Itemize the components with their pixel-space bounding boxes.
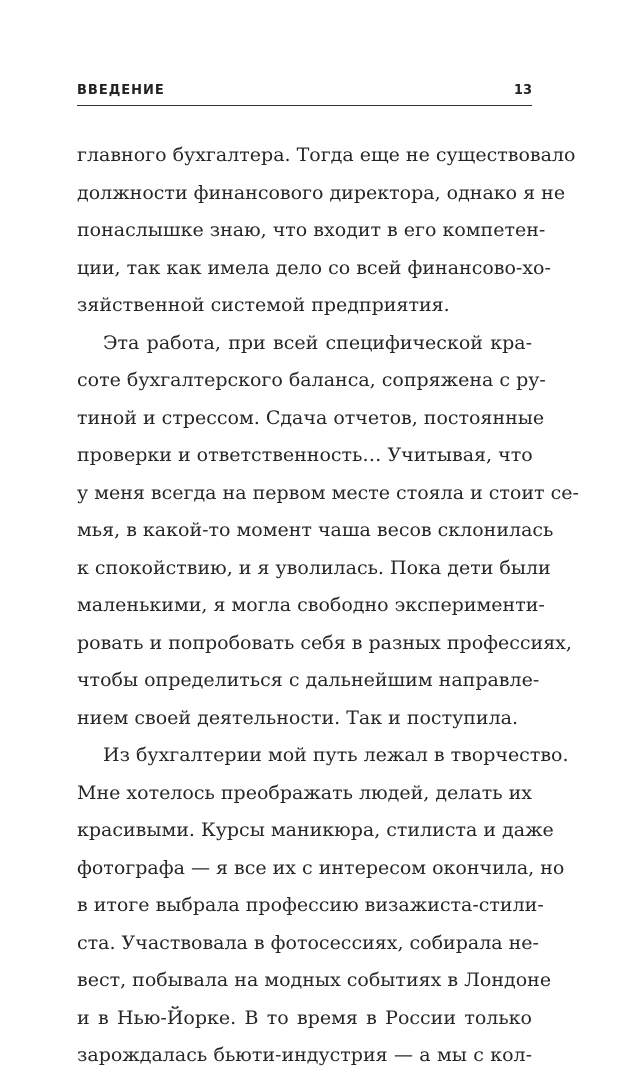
- text-line: и в Нью-Йорке. В то время в России только: [77, 1006, 532, 1029]
- text-line: ции, так как имела дело со всей финансово-хо-: [77, 256, 551, 279]
- page-number: 13: [513, 83, 532, 98]
- body-text: [77, 137, 579, 1075]
- text-line: зяйственной системой предприятия.: [77, 294, 450, 316]
- text-line: тиной и стрессом. Сдача отчетов, постоянные: [77, 406, 545, 429]
- text-line: понаслышке знаю, что входит в его компетен-: [77, 219, 546, 241]
- running-head: [77, 83, 532, 103]
- text-line: к спокойствию, и я уволилась. Пока дети были: [77, 556, 551, 579]
- text-line: проверки и ответственность… Учитывая, что: [77, 444, 533, 466]
- text-line: маленькими, я могла свободно эксперименти-: [77, 594, 545, 616]
- paragraph-first-line: Из бухгалтерии мой путь лежал в творчество.: [103, 744, 569, 766]
- text-line: должности финансового директора, однако я не: [77, 181, 566, 204]
- text-line: чтобы определиться с дальнейшим направле-: [77, 669, 540, 691]
- text-line: Мне хотелось преображать людей, делать их: [77, 781, 532, 804]
- text-line: фотографа — я все их с интересом окончила, но: [77, 856, 565, 879]
- text-line: вест, побывала на модных событиях в Лондоне: [77, 969, 552, 991]
- text-line: в итоге выбрала профессию визажиста-стили-: [77, 894, 544, 916]
- text-line: зарождалась бьюти-индустрия — а мы с кол-: [77, 1044, 532, 1066]
- text-line: нием своей деятельности. Так и поступила.: [77, 706, 519, 729]
- text-line: красивыми. Курсы маникюра, стилиста и даже: [77, 819, 554, 841]
- text-line: соте бухгалтерского баланса, сопряжена с ру-: [77, 369, 546, 391]
- text-line: у меня всегда на первом месте стояла и стоит се-: [77, 481, 579, 504]
- text-line: ста. Участвовала в фотосессиях, собирала не-: [77, 931, 539, 954]
- text-line: главного бухгалтера. Тогда еще не существовало: [77, 144, 576, 166]
- text-line: ровать и попробовать себя в разных профессиях,: [77, 631, 572, 654]
- paragraph-first-line: Эта работа, при всей специфической кра-: [103, 331, 532, 354]
- header-rule: [77, 105, 532, 106]
- section-title: ВВЕДЕНИЕ: [77, 83, 165, 98]
- text-line: мья, в какой-то момент чаша весов склонилась: [77, 519, 554, 541]
